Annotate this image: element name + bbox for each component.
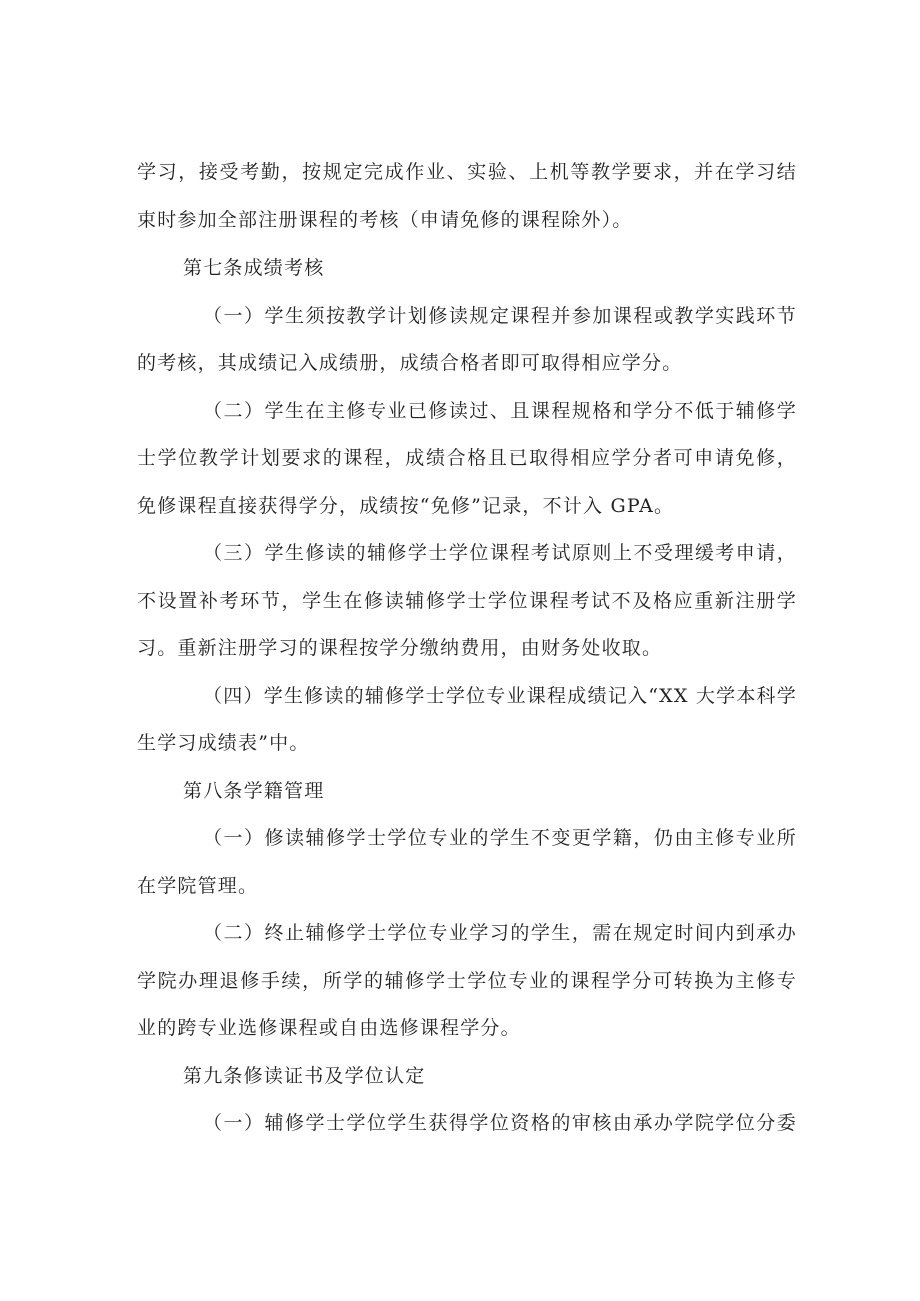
paragraph-line: 生学习成绩表”中。 — [137, 732, 310, 754]
paragraph-line: 束时参加全部注册课程的考核（申请免修的课程除外）。 — [137, 209, 633, 231]
paragraph-line: （一）修读辅修学士学位专业的学生不变更学籍，仍由主修专业所 — [203, 827, 797, 849]
paragraph-line: 在学院管理。 — [137, 875, 259, 897]
paragraph-line: 学习，接受考勤，按规定完成作业、实验、上机等教学要求，并在学习结 — [137, 161, 797, 183]
paragraph-line: 的考核，其成绩记入成绩册，成绩合格者即可取得相应学分。 — [137, 352, 683, 374]
paragraph-line: 学院办理退修手续，所学的辅修学士学位专业的课程学分可转换为主修专 — [137, 970, 797, 992]
paragraph-line: （四）学生修读的辅修学士学位专业课程成绩记入“XX 大学本科学 — [203, 685, 797, 707]
paragraph-line: 士学位教学计划要求的课程，成绩合格且已取得相应学分者可申请免修， — [137, 447, 797, 469]
article-heading: 第七条成绩考核 — [183, 257, 325, 279]
paragraph-line: （一）学生须按教学计划修读规定课程并参加课程或教学实践环节 — [203, 305, 797, 327]
article-heading: 第九条修读证书及学位认定 — [183, 1065, 426, 1087]
paragraph-line: （三）学生修读的辅修学士学位课程考试原则上不受理缓考申请， — [203, 542, 797, 564]
paragraph-line: （二）终止辅修学士学位专业学习的学生，需在规定时间内到承办 — [203, 922, 797, 944]
paragraph-line: 业的跨专业选修课程或自由选修课程学分。 — [137, 1017, 521, 1039]
article-heading: 第八条学籍管理 — [183, 780, 325, 802]
paragraph-line: 免修课程直接获得学分，成绩按“免修”记录，不计入 GPA。 — [137, 495, 675, 517]
paragraph-line: 不设置补考环节，学生在修读辅修学士学位课程考试不及格应重新注册学 — [137, 590, 797, 612]
paragraph-line: （一）辅修学士学位学生获得学位资格的审核由承办学院学位分委 — [203, 1112, 797, 1134]
paragraph-line: （二）学生在主修专业已修读过、且课程规格和学分不低于辅修学 — [203, 400, 797, 422]
paragraph-line: 习。重新注册学习的课程按学分缴纳费用，由财务处收取。 — [137, 637, 663, 659]
